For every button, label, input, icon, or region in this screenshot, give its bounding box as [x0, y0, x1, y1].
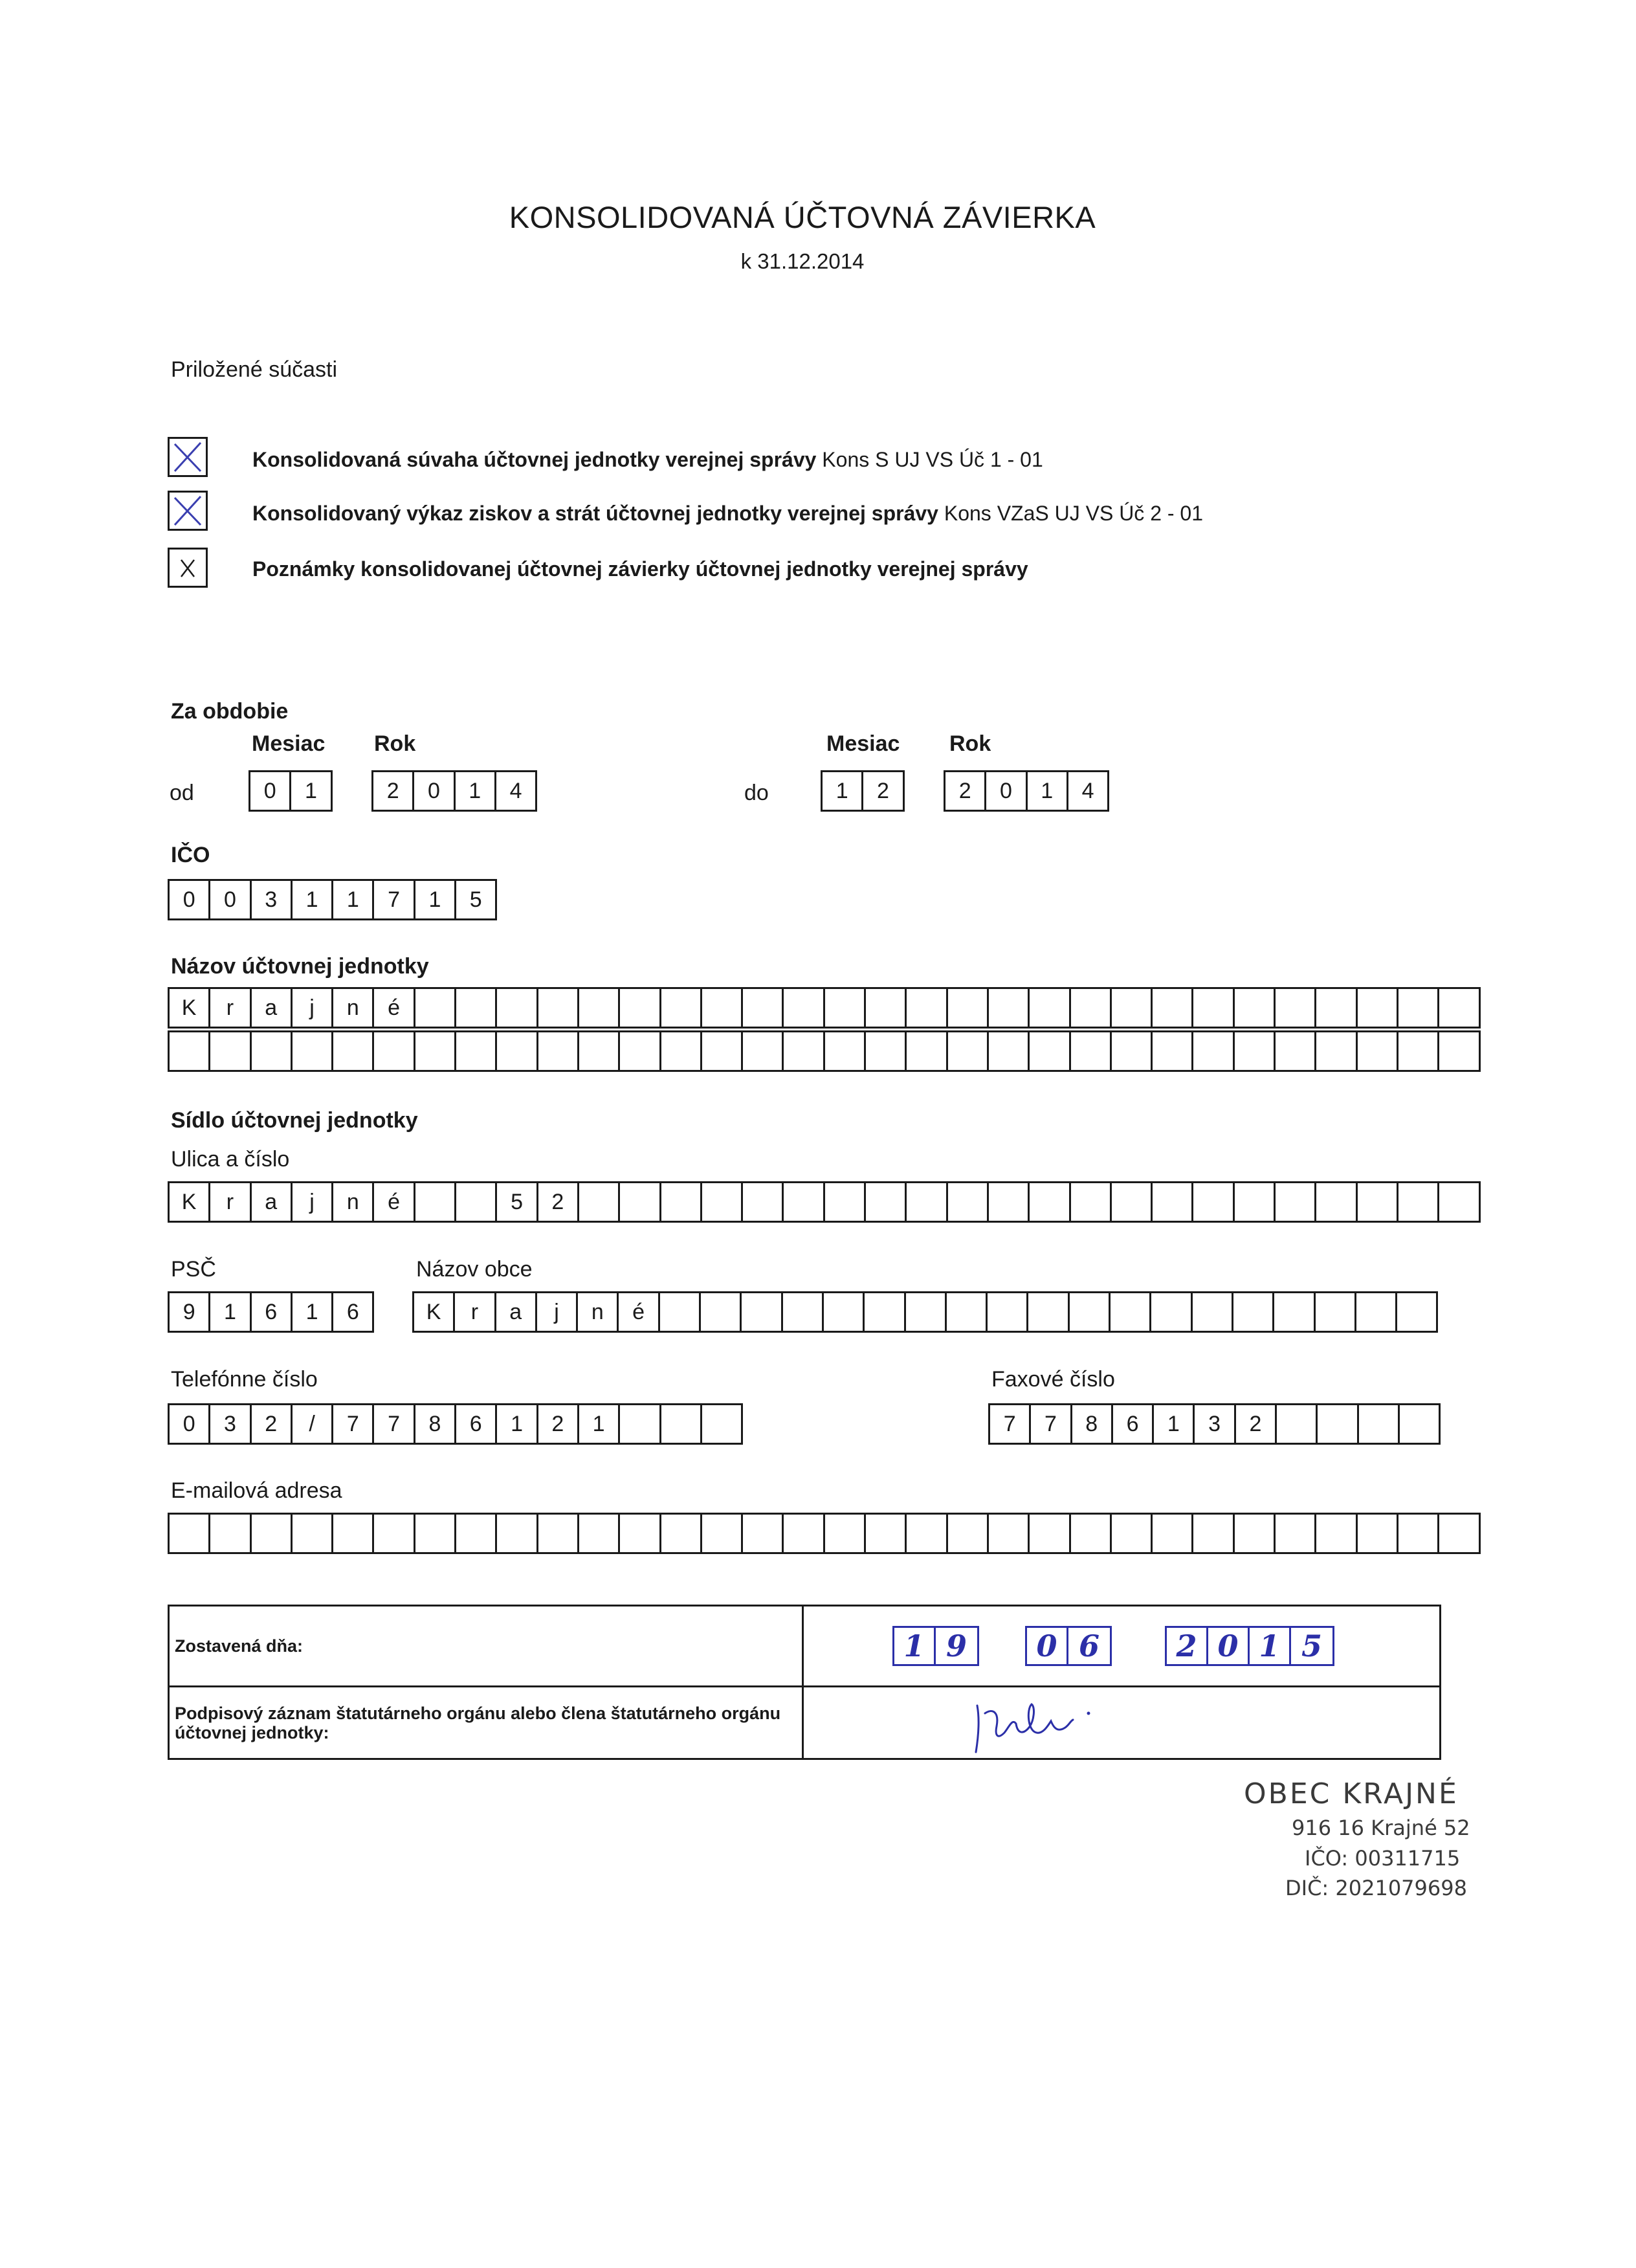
entity-name-char: [702, 989, 743, 1027]
city-char: [701, 1293, 742, 1331]
email-char: [1276, 1515, 1316, 1552]
phone-char: 2: [538, 1405, 579, 1443]
phone-char: [702, 1405, 743, 1443]
email-char: [170, 1515, 210, 1552]
email-char: [1316, 1515, 1357, 1552]
entity-name-char: [1193, 989, 1234, 1027]
street-char: [743, 1183, 784, 1221]
street-char: [415, 1183, 456, 1221]
phone-char: 0: [170, 1405, 210, 1443]
city-char: K: [414, 1293, 455, 1331]
entity-name-char: [374, 1032, 415, 1070]
entity-name-char: [1071, 989, 1112, 1027]
from-year-digit: 1: [456, 772, 496, 810]
psc-digit: 6: [333, 1293, 374, 1331]
entity-name-char: [333, 1032, 374, 1070]
entity-name-char: [1030, 989, 1070, 1027]
entity-name-char: [1398, 989, 1439, 1027]
city-char: [1193, 1293, 1233, 1331]
handwritten-x-icon: [171, 440, 204, 474]
fax-char: 3: [1195, 1405, 1235, 1443]
ico-digit: 0: [210, 881, 251, 918]
entity-name-char: [620, 1032, 661, 1070]
ico-digit: 1: [415, 881, 456, 918]
city-char: [1233, 1293, 1274, 1331]
compiled-date-cell: [803, 1606, 1441, 1687]
from-month-digit: 1: [291, 772, 332, 810]
entity-name-char: j: [293, 989, 333, 1027]
street-char: [1316, 1183, 1357, 1221]
email-char: [1071, 1515, 1112, 1552]
entity-name-char: [948, 1032, 989, 1070]
entity-name-char: [825, 989, 866, 1027]
entity-name-char: [538, 989, 579, 1027]
street-char: n: [333, 1183, 374, 1221]
ico-boxes: [168, 879, 497, 920]
entity-name-char: [497, 1032, 538, 1070]
to-year-label: Rok: [949, 731, 991, 756]
from-year-boxes: [371, 770, 537, 812]
street-char: [1030, 1183, 1070, 1221]
street-char: [1358, 1183, 1398, 1221]
to-month-digit: 1: [823, 772, 863, 810]
city-label: Názov obce: [416, 1257, 533, 1282]
street-char: é: [374, 1183, 415, 1221]
checkbox-balance-sheet[interactable]: [168, 437, 208, 477]
signature-cell: [803, 1687, 1441, 1759]
entity-name-char: [1439, 1032, 1480, 1070]
city-char: [824, 1293, 865, 1331]
entity-name-char: [702, 1032, 743, 1070]
email-char: [415, 1515, 456, 1552]
email-char: [538, 1515, 579, 1552]
street-label: Ulica a číslo: [171, 1147, 290, 1172]
city-char: [1111, 1293, 1151, 1331]
street-char: [579, 1183, 620, 1221]
fax-boxes: [988, 1403, 1441, 1445]
email-boxes: [168, 1513, 1481, 1554]
stamp-line-3: IČO: 00311715: [1305, 1846, 1461, 1871]
entity-name-char: [825, 1032, 866, 1070]
email-char: [456, 1515, 497, 1552]
entity-name-char: [1358, 989, 1398, 1027]
to-month-digit: 2: [863, 772, 904, 810]
attachments-label: Priložené súčasti: [171, 357, 338, 382]
entity-name-char: [866, 989, 907, 1027]
to-month-boxes: [821, 770, 905, 812]
to-label: do: [744, 781, 769, 805]
ico-digit: 5: [456, 881, 497, 918]
entity-name-char: [1276, 1032, 1316, 1070]
attachment-item-3: [252, 557, 1028, 581]
entity-name-char: [1235, 989, 1276, 1027]
compiled-year-boxes: [1165, 1626, 1334, 1666]
entity-name-char: [1316, 1032, 1357, 1070]
street-char: j: [293, 1183, 333, 1221]
phone-char: 1: [497, 1405, 538, 1443]
email-char: [1030, 1515, 1070, 1552]
compiled-day-digit: 9: [945, 1629, 967, 1663]
street-char: [702, 1183, 743, 1221]
entity-name-char: [210, 1032, 251, 1070]
street-char: [456, 1183, 497, 1221]
printed-x-icon: [175, 555, 201, 581]
to-year-digit: 2: [945, 772, 986, 810]
email-char: [784, 1515, 824, 1552]
entity-name-char: [907, 1032, 947, 1070]
entity-name-char: é: [374, 989, 415, 1027]
entity-name-char: [661, 989, 702, 1027]
attachment-item-1-text: Konsolidovaná súvaha účtovnej jednotky verejnej správy: [252, 448, 817, 471]
from-month-digit: 0: [250, 772, 291, 810]
page-subtitle-date: k 31.12.2014: [740, 249, 865, 273]
phone-char: /: [293, 1405, 333, 1443]
fax-char: [1359, 1405, 1400, 1443]
entity-name-char: [1398, 1032, 1439, 1070]
period-label: Za obdobie: [171, 699, 289, 724]
email-char: [293, 1515, 333, 1552]
street-char: 5: [497, 1183, 538, 1221]
city-char: [865, 1293, 905, 1331]
email-char: [1153, 1515, 1193, 1552]
entity-name-char: [170, 1032, 210, 1070]
entity-name-char: [1030, 1032, 1070, 1070]
to-year-digit: 0: [986, 772, 1027, 810]
attachment-item-2-text: Konsolidovaný výkaz ziskov a strát účtovnej jednotky verejnej správy: [252, 502, 938, 525]
city-char: r: [455, 1293, 496, 1331]
fax-char: [1400, 1405, 1441, 1443]
psc-digit: 6: [252, 1293, 293, 1331]
street-char: [948, 1183, 989, 1221]
email-char: [948, 1515, 989, 1552]
compiled-year-digit: 1: [1250, 1628, 1291, 1664]
to-year-digit: 4: [1068, 772, 1109, 810]
attachment-item-1-code: Kons S UJ VS Úč 1 - 01: [822, 448, 1043, 471]
email-char: [743, 1515, 784, 1552]
fax-char: 1: [1154, 1405, 1195, 1443]
email-char: [1235, 1515, 1276, 1552]
entity-name-char: [1112, 989, 1153, 1027]
entity-name-char: [1276, 989, 1316, 1027]
street-char: [989, 1183, 1030, 1221]
city-char: é: [619, 1293, 659, 1331]
ico-digit: 0: [170, 881, 210, 918]
ico-digit: 1: [333, 881, 374, 918]
compiled-month-digit: 6: [1078, 1629, 1100, 1663]
city-char: [783, 1293, 824, 1331]
phone-char: 6: [456, 1405, 497, 1443]
city-boxes: [412, 1291, 1438, 1333]
entity-name-char: n: [333, 989, 374, 1027]
entity-name-char: [1316, 989, 1357, 1027]
email-char: [1439, 1515, 1480, 1552]
email-char: [374, 1515, 415, 1552]
fax-char: 8: [1072, 1405, 1113, 1443]
compiled-year-digit: 5: [1301, 1629, 1322, 1663]
stamp-line-1: OBEC KRAJNÉ: [1244, 1777, 1459, 1810]
attachment-item-2: [252, 502, 1203, 526]
phone-char: 7: [333, 1405, 374, 1443]
entity-name-char: [579, 1032, 620, 1070]
from-year-digit: 0: [414, 772, 455, 810]
entity-name-char: [415, 989, 456, 1027]
city-char: [1274, 1293, 1315, 1331]
street-char: [661, 1183, 702, 1221]
checkbox-notes[interactable]: [168, 548, 208, 588]
psc-digit: 9: [170, 1293, 210, 1331]
fax-char: 6: [1113, 1405, 1154, 1443]
psc-label: PSČ: [171, 1257, 216, 1282]
compiled-label: Zostavená dňa:: [169, 1606, 803, 1687]
entity-name-char: [1358, 1032, 1398, 1070]
entity-name-char: [1439, 989, 1480, 1027]
phone-char: 3: [210, 1405, 251, 1443]
fax-char: 7: [1031, 1405, 1072, 1443]
to-month-label: Mesiac: [826, 731, 900, 756]
signature-table: [168, 1605, 1441, 1760]
street-boxes: [168, 1181, 1481, 1223]
stamp-line-2: 916 16 Krajné 52: [1292, 1816, 1470, 1840]
from-year-digit: 4: [496, 772, 537, 810]
email-char: [661, 1515, 702, 1552]
phone-char: 2: [252, 1405, 293, 1443]
city-char: [1028, 1293, 1069, 1331]
entity-name-char: [743, 1032, 784, 1070]
entity-name-char: [784, 989, 824, 1027]
stamp-line-4: DIČ: 2021079698: [1285, 1876, 1467, 1900]
entity-name-char: [1071, 1032, 1112, 1070]
city-char: j: [537, 1293, 578, 1331]
street-char: r: [210, 1183, 251, 1221]
ico-digit: 3: [252, 881, 293, 918]
entity-name-char: a: [252, 989, 293, 1027]
city-char: [1070, 1293, 1111, 1331]
street-char: [1439, 1183, 1480, 1221]
phone-char: 8: [415, 1405, 456, 1443]
entity-name-char: [579, 989, 620, 1027]
attachment-item-3-text: Poznámky konsolidovanej účtovnej závierky účtovnej jednotky verejnej správy: [252, 557, 1028, 581]
entity-name-char: [743, 989, 784, 1027]
entity-name-char: [784, 1032, 824, 1070]
fax-label: Faxové číslo: [991, 1367, 1115, 1392]
phone-label: Telefónne číslo: [171, 1367, 318, 1392]
entity-name-char: [456, 989, 497, 1027]
street-char: [1153, 1183, 1193, 1221]
compiled-year-digit: 2: [1167, 1628, 1208, 1664]
street-char: a: [252, 1183, 293, 1221]
email-char: [333, 1515, 374, 1552]
entity-name-char: [497, 989, 538, 1027]
entity-name-char: [620, 989, 661, 1027]
street-char: [620, 1183, 661, 1221]
street-char: [1112, 1183, 1153, 1221]
phone-boxes: [168, 1403, 743, 1445]
handwritten-x-icon: [171, 494, 204, 528]
psc-boxes: [168, 1291, 374, 1333]
city-char: [1316, 1293, 1356, 1331]
city-char: n: [578, 1293, 619, 1331]
attachment-item-2-code: Kons VZaS UJ VS Úč 2 - 01: [944, 502, 1204, 525]
seat-label: Sídlo účtovnej jednotky: [171, 1108, 418, 1133]
from-month-label: Mesiac: [252, 731, 326, 756]
compiled-day-digit: 1: [894, 1628, 936, 1664]
attachment-item-1: [252, 448, 1043, 472]
fax-char: [1318, 1405, 1358, 1443]
entity-name-char: [1235, 1032, 1276, 1070]
from-year-label: Rok: [374, 731, 416, 756]
email-char: [1112, 1515, 1153, 1552]
entity-name-char: [866, 1032, 907, 1070]
ico-label: IČO: [171, 843, 210, 867]
entity-name-label: Názov účtovnej jednotky: [171, 954, 429, 979]
entity-name-char: [907, 989, 947, 1027]
entity-name-char: [948, 989, 989, 1027]
from-month-boxes: [249, 770, 333, 812]
entity-name-char: [252, 1032, 293, 1070]
city-char: [1356, 1293, 1397, 1331]
entity-name-char: [538, 1032, 579, 1070]
checkbox-income-statement[interactable]: [168, 491, 208, 531]
compiled-day-boxes: [892, 1626, 979, 1666]
from-year-digit: 2: [373, 772, 414, 810]
street-char: [784, 1183, 824, 1221]
email-label: E-mailová adresa: [171, 1478, 342, 1503]
street-char: [825, 1183, 866, 1221]
city-char: [742, 1293, 782, 1331]
street-char: [907, 1183, 947, 1221]
street-char: [1071, 1183, 1112, 1221]
street-char: [1235, 1183, 1276, 1221]
email-char: [1398, 1515, 1439, 1552]
email-char: [907, 1515, 947, 1552]
compiled-year-digit: 0: [1208, 1628, 1250, 1664]
entity-name-char: [661, 1032, 702, 1070]
city-char: [906, 1293, 947, 1331]
phone-char: 1: [579, 1405, 620, 1443]
fax-char: 2: [1236, 1405, 1277, 1443]
city-char: a: [496, 1293, 537, 1331]
entity-name-char: [1193, 1032, 1234, 1070]
street-char: [1276, 1183, 1316, 1221]
entity-name-char: [1153, 989, 1193, 1027]
signature-image: [959, 1687, 1127, 1760]
email-char: [702, 1515, 743, 1552]
entity-name-char: [456, 1032, 497, 1070]
city-char: [660, 1293, 701, 1331]
compiled-month-digit: 0: [1027, 1628, 1068, 1664]
ico-digit: 7: [374, 881, 415, 918]
street-char: [1193, 1183, 1234, 1221]
email-char: [989, 1515, 1030, 1552]
entity-name-char: r: [210, 989, 251, 1027]
street-char: [866, 1183, 907, 1221]
city-char: [988, 1293, 1028, 1331]
psc-digit: 1: [210, 1293, 251, 1331]
entity-name-row-2: [168, 1030, 1481, 1072]
compiled-month-boxes: [1025, 1626, 1112, 1666]
email-char: [620, 1515, 661, 1552]
email-char: [497, 1515, 538, 1552]
to-year-digit: 1: [1028, 772, 1068, 810]
phone-char: [620, 1405, 661, 1443]
street-char: [1398, 1183, 1439, 1221]
email-char: [210, 1515, 251, 1552]
fax-char: 7: [990, 1405, 1031, 1443]
street-char: 2: [538, 1183, 579, 1221]
entity-name-char: [989, 1032, 1030, 1070]
email-char: [1358, 1515, 1398, 1552]
email-char: [825, 1515, 866, 1552]
entity-name-char: [1153, 1032, 1193, 1070]
psc-digit: 1: [293, 1293, 333, 1331]
entity-name-char: [415, 1032, 456, 1070]
email-char: [866, 1515, 907, 1552]
email-char: [579, 1515, 620, 1552]
email-char: [1193, 1515, 1234, 1552]
entity-name-char: [989, 989, 1030, 1027]
entity-name-char: K: [170, 989, 210, 1027]
email-char: [252, 1515, 293, 1552]
fax-char: [1277, 1405, 1318, 1443]
signature-label: Podpisový záznam štatutárneho orgánu alebo člena štatutárneho orgánu účtovnej jednotky:: [169, 1687, 803, 1759]
entity-name-char: [1112, 1032, 1153, 1070]
entity-name-row-1: [168, 987, 1481, 1028]
phone-char: [661, 1405, 702, 1443]
city-char: [947, 1293, 988, 1331]
entity-name-char: [293, 1032, 333, 1070]
from-label: od: [170, 781, 194, 805]
city-char: [1397, 1293, 1438, 1331]
street-char: K: [170, 1183, 210, 1221]
ico-digit: 1: [293, 881, 333, 918]
city-char: [1151, 1293, 1192, 1331]
phone-char: 7: [374, 1405, 415, 1443]
to-year-boxes: [944, 770, 1109, 812]
page-title: KONSOLIDOVANÁ ÚČTOVNÁ ZÁVIERKA: [509, 200, 1096, 234]
